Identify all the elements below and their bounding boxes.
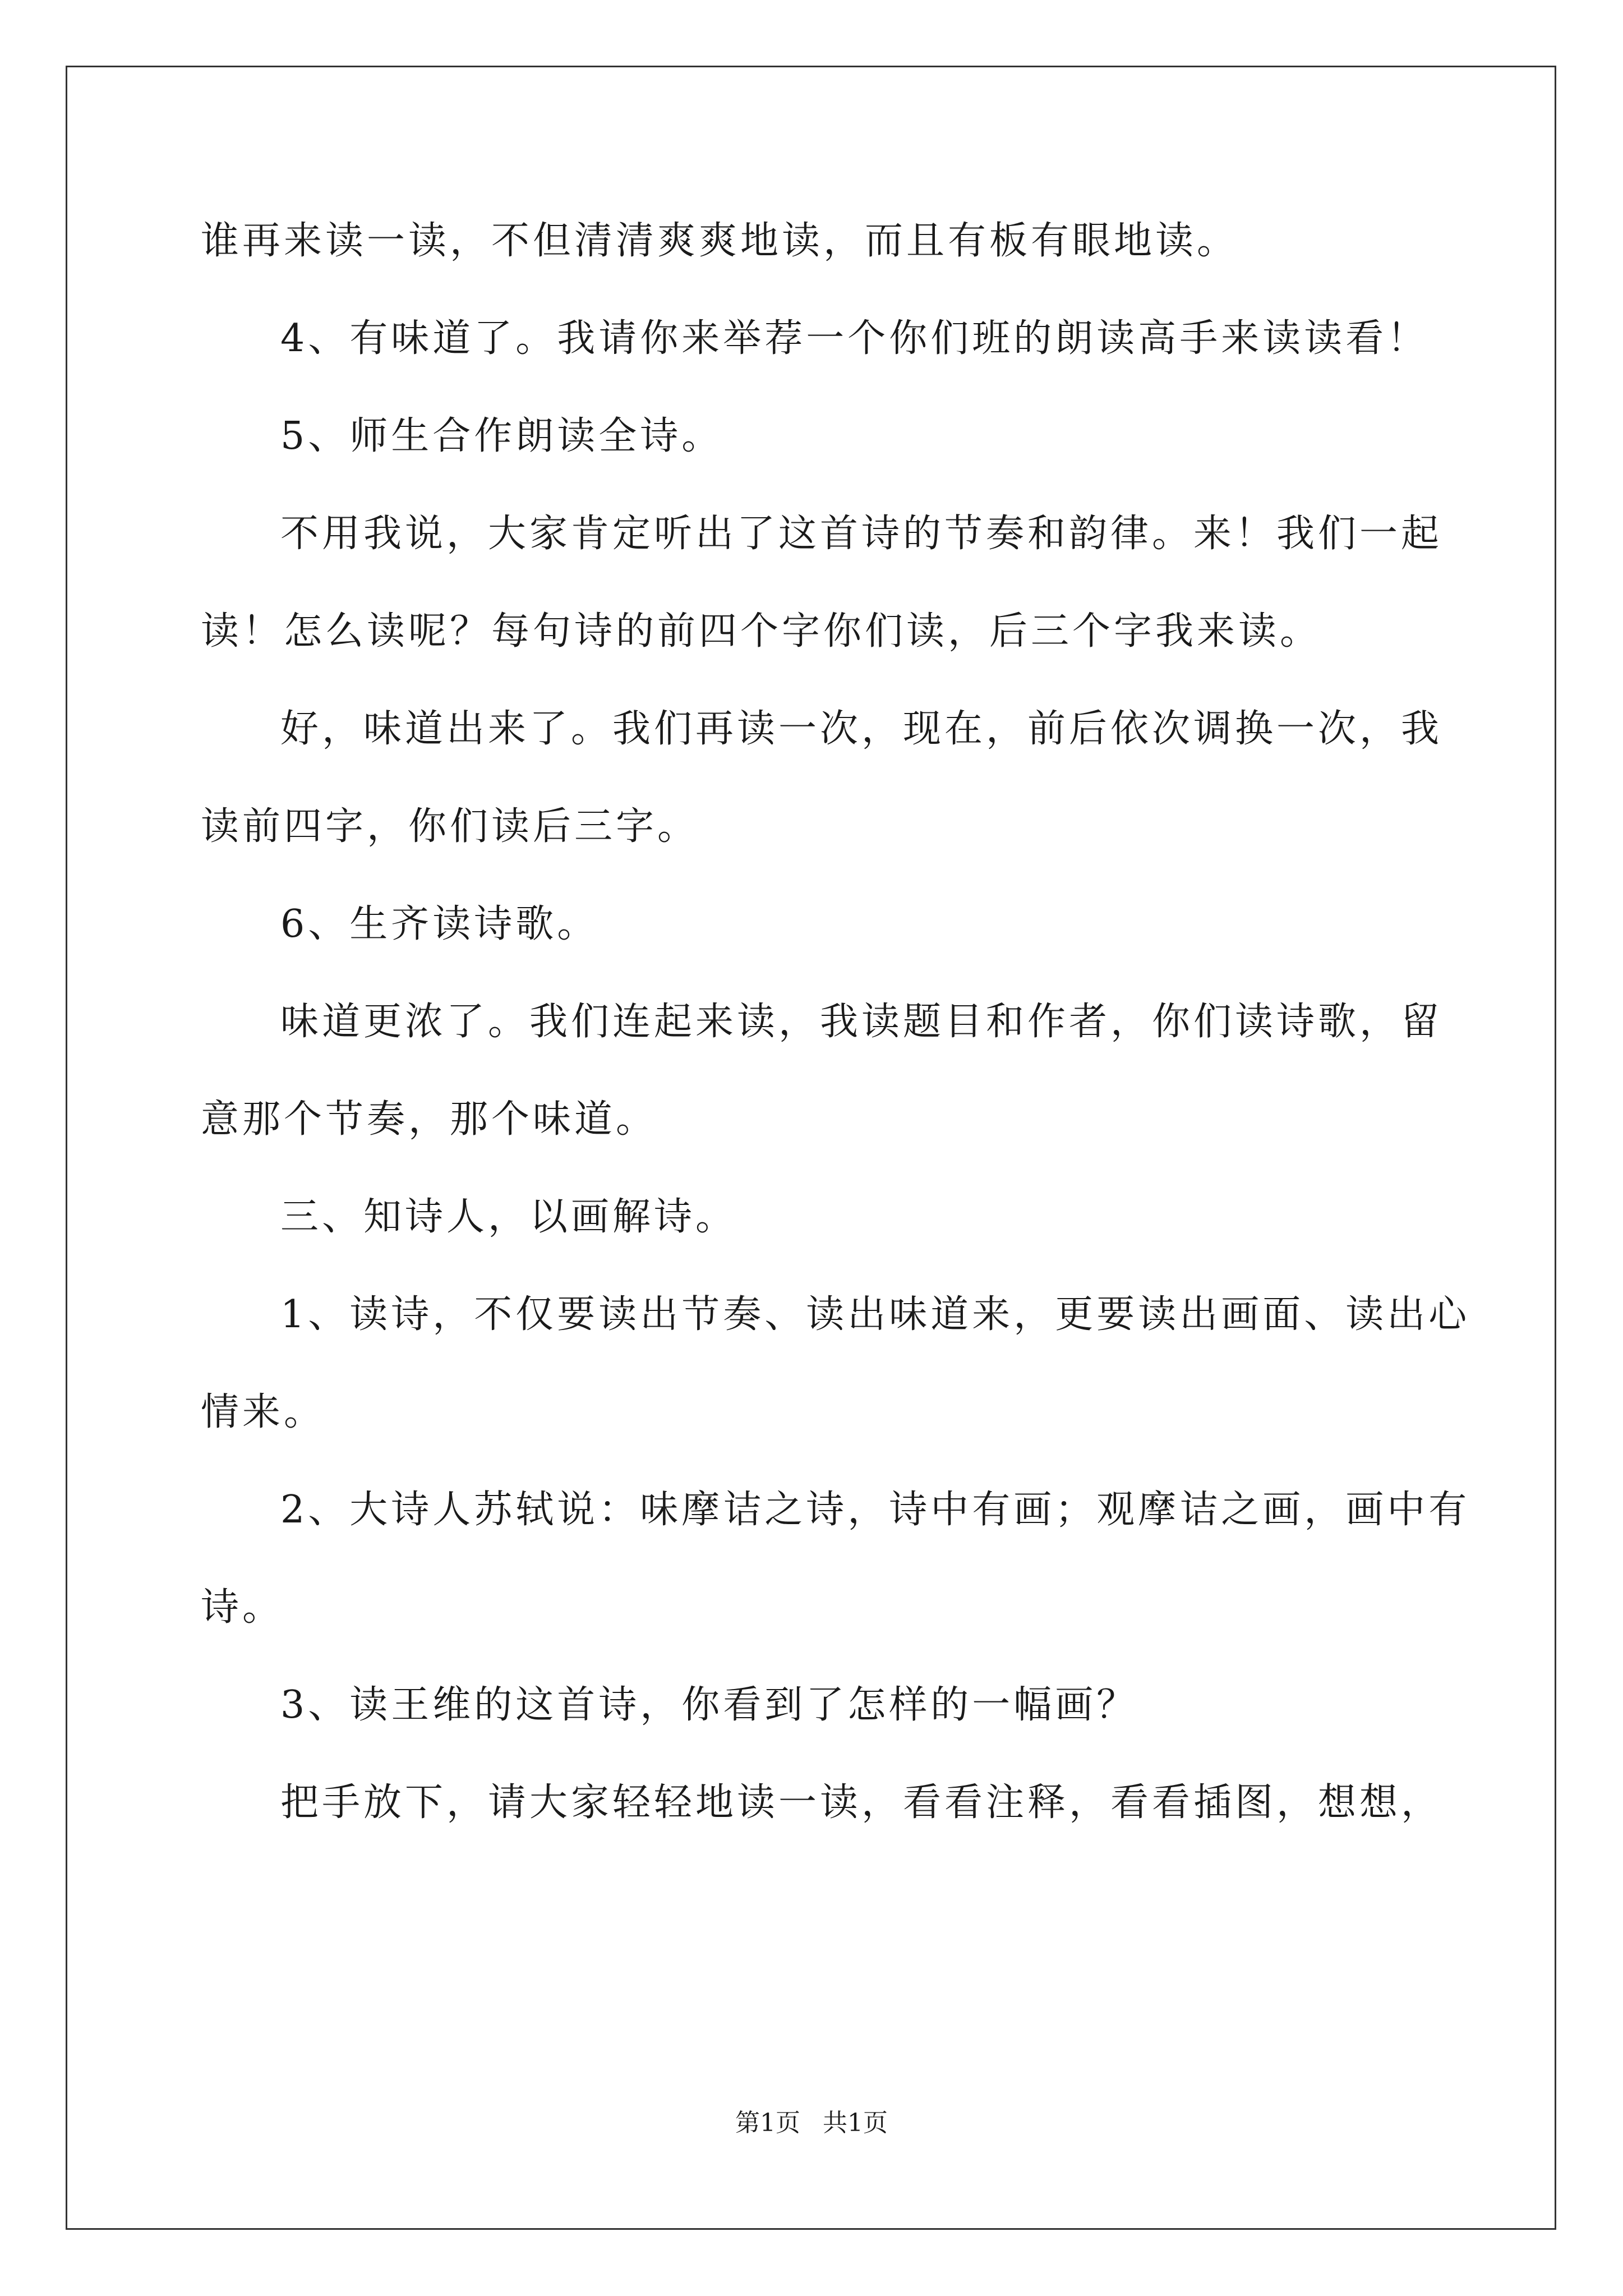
text-line: 4、有味道了。我请你来举荐一个你们班的朗读高手来读读看！ bbox=[280, 316, 1429, 361]
page-footer bbox=[0, 2106, 1623, 2140]
text-line: 2、大诗人苏轼说：味摩诘之诗，诗中有画；观摩诘之画，画中有 bbox=[280, 1488, 1470, 1532]
text-line: 1、读诗，不仅要读出节奏、读出味道来，更要读出画面、读出心 bbox=[280, 1292, 1470, 1337]
text-line: 味道更浓了。我们连起来读，我读题目和作者，你们读诗歌，留 bbox=[280, 1000, 1443, 1044]
page-border bbox=[66, 66, 1556, 2230]
text-line: 把手放下，请大家轻轻地读一读，看看注释，看看插图，想想， bbox=[280, 1780, 1443, 1825]
text-line: 好，味道出来了。我们再读一次，现在，前后依次调换一次，我 bbox=[280, 707, 1443, 751]
text-line: 6、生齐读诗歌。 bbox=[280, 902, 599, 946]
text-line: 情来。 bbox=[201, 1390, 326, 1434]
text-line: 读！怎么读呢？每句诗的前四个字你们读，后三个字我来读。 bbox=[201, 609, 1322, 654]
text-line: 意那个节奏，那个味道。 bbox=[201, 1097, 658, 1142]
text-line: 三、知诗人，以画解诗。 bbox=[280, 1195, 737, 1239]
text-line: 3、读王维的这首诗，你看到了怎样的一幅画？ bbox=[280, 1683, 1138, 1727]
page-number-current: 第1页 bbox=[735, 2109, 800, 2137]
text-line: 谁再来读一读，不但清清爽爽地读，而且有板有眼地读。 bbox=[201, 219, 1239, 263]
text-line: 诗。 bbox=[201, 1585, 284, 1630]
text-line: 5、师生合作朗读全诗。 bbox=[280, 414, 723, 458]
text-line: 读前四字，你们读后三字。 bbox=[201, 804, 699, 849]
text-line: 不用我说，大家肯定听出了这首诗的节奏和韵律。来！我们一起 bbox=[280, 512, 1443, 556]
page-number-total: 共1页 bbox=[823, 2109, 888, 2137]
